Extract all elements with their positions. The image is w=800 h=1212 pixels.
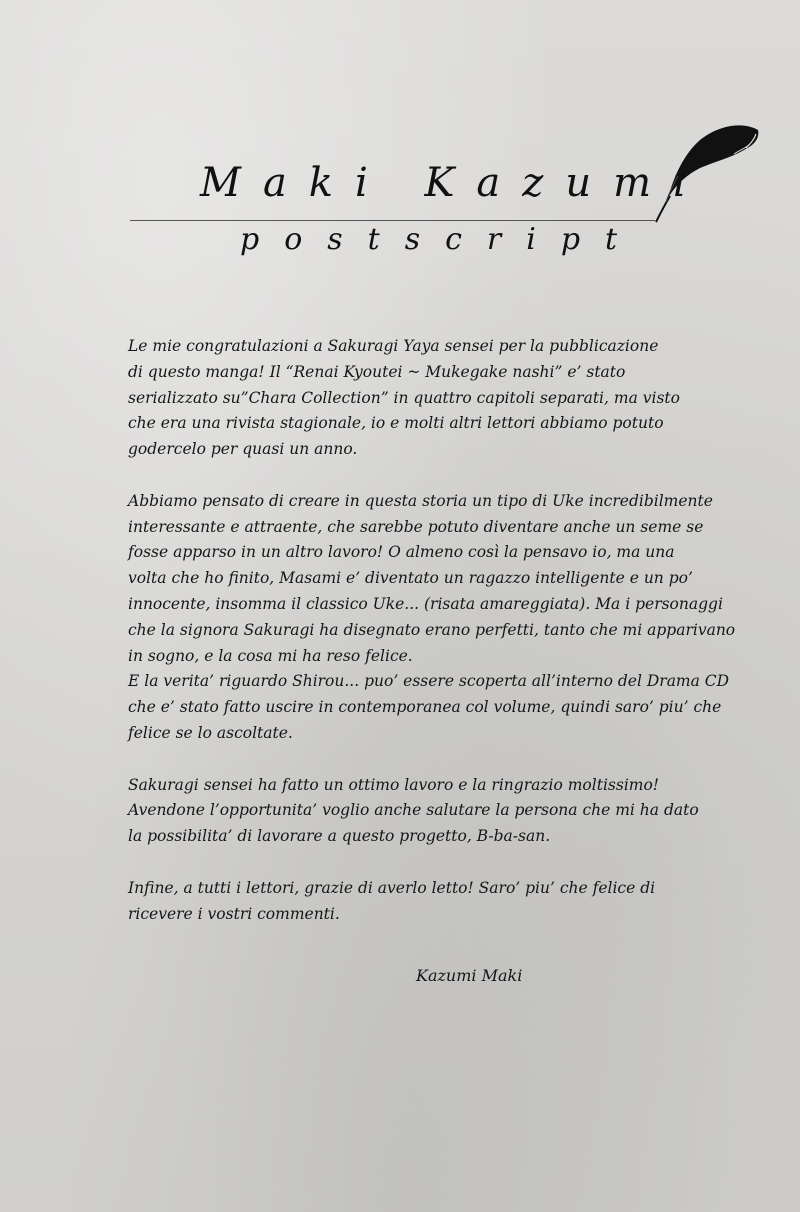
text-line: E la verita’ riguardo Shirou... puo’ essere scoperta all’interno del Drama CD bbox=[128, 672, 730, 691]
text-line: fosse apparso in un altro lavoro! O almeno così la pensavo io, ma una bbox=[128, 543, 675, 562]
quill-pen-icon bbox=[648, 118, 768, 228]
page-subtitle: postscript bbox=[240, 222, 643, 257]
text-line: serializzato su”Chara Collection” in quattro capitoli separati, ma visto bbox=[128, 388, 680, 407]
text-line: volta che ho finito, Masami e’ diventato un ragazzo intelligente e un po’ bbox=[128, 569, 693, 588]
author-title: Maki Kazumi bbox=[200, 160, 708, 206]
postscript-body bbox=[128, 334, 736, 953]
text-line: Le mie congratulazioni a Sakuragi Yaya sensei per la pubblicazione bbox=[128, 337, 659, 355]
text-line: che era una rivista stagionale, io e molti altri lettori abbiamo potuto bbox=[128, 414, 664, 433]
text-line: che e’ stato fatto uscire in contemporanea col volume, quindi saro’ piu’ che bbox=[128, 698, 722, 717]
text-line: in sogno, e la cosa mi ha reso felice. bbox=[128, 646, 413, 665]
paragraph bbox=[128, 334, 708, 463]
text-line: felice se lo ascoltate. bbox=[128, 723, 293, 742]
title-divider bbox=[130, 220, 655, 221]
text-line: interessante e attraente, che sarebbe potuto diventare anche un seme se bbox=[128, 517, 704, 536]
text-line: innocente, insomma il classico Uke... (risata amareggiata). Ma i personaggi bbox=[128, 594, 723, 613]
paragraph bbox=[128, 489, 736, 747]
text-line: ricevere i vostri commenti. bbox=[128, 904, 340, 923]
text-line: Abbiamo pensato di creare in questa storia un tipo di Uke incredibilmente bbox=[128, 491, 713, 510]
signature: Kazumi Maki bbox=[416, 966, 523, 985]
text-line: Infine, a tutti i lettori, grazie di averlo letto! Saro’ piu’ che felice di bbox=[128, 878, 656, 897]
text-line: Sakuragi sensei ha fatto un ottimo lavoro e la ringrazio moltissimo! bbox=[128, 775, 660, 794]
paragraph bbox=[128, 773, 708, 850]
text-line: godercelo per quasi un anno. bbox=[128, 440, 358, 459]
text-line: Avendone l’opportunita’ voglio anche salutare la persona che mi ha dato bbox=[128, 801, 699, 820]
text-line: la possibilita’ di lavorare a questo progetto, B-ba-san. bbox=[128, 827, 551, 846]
paragraph bbox=[128, 876, 708, 928]
text-line: che la signora Sakuragi ha disegnato erano perfetti, tanto che mi apparivano bbox=[128, 620, 736, 639]
text-line: di questo manga! Il “Renai Kyoutei ~ Mukegake nashi” e’ stato bbox=[128, 362, 626, 381]
